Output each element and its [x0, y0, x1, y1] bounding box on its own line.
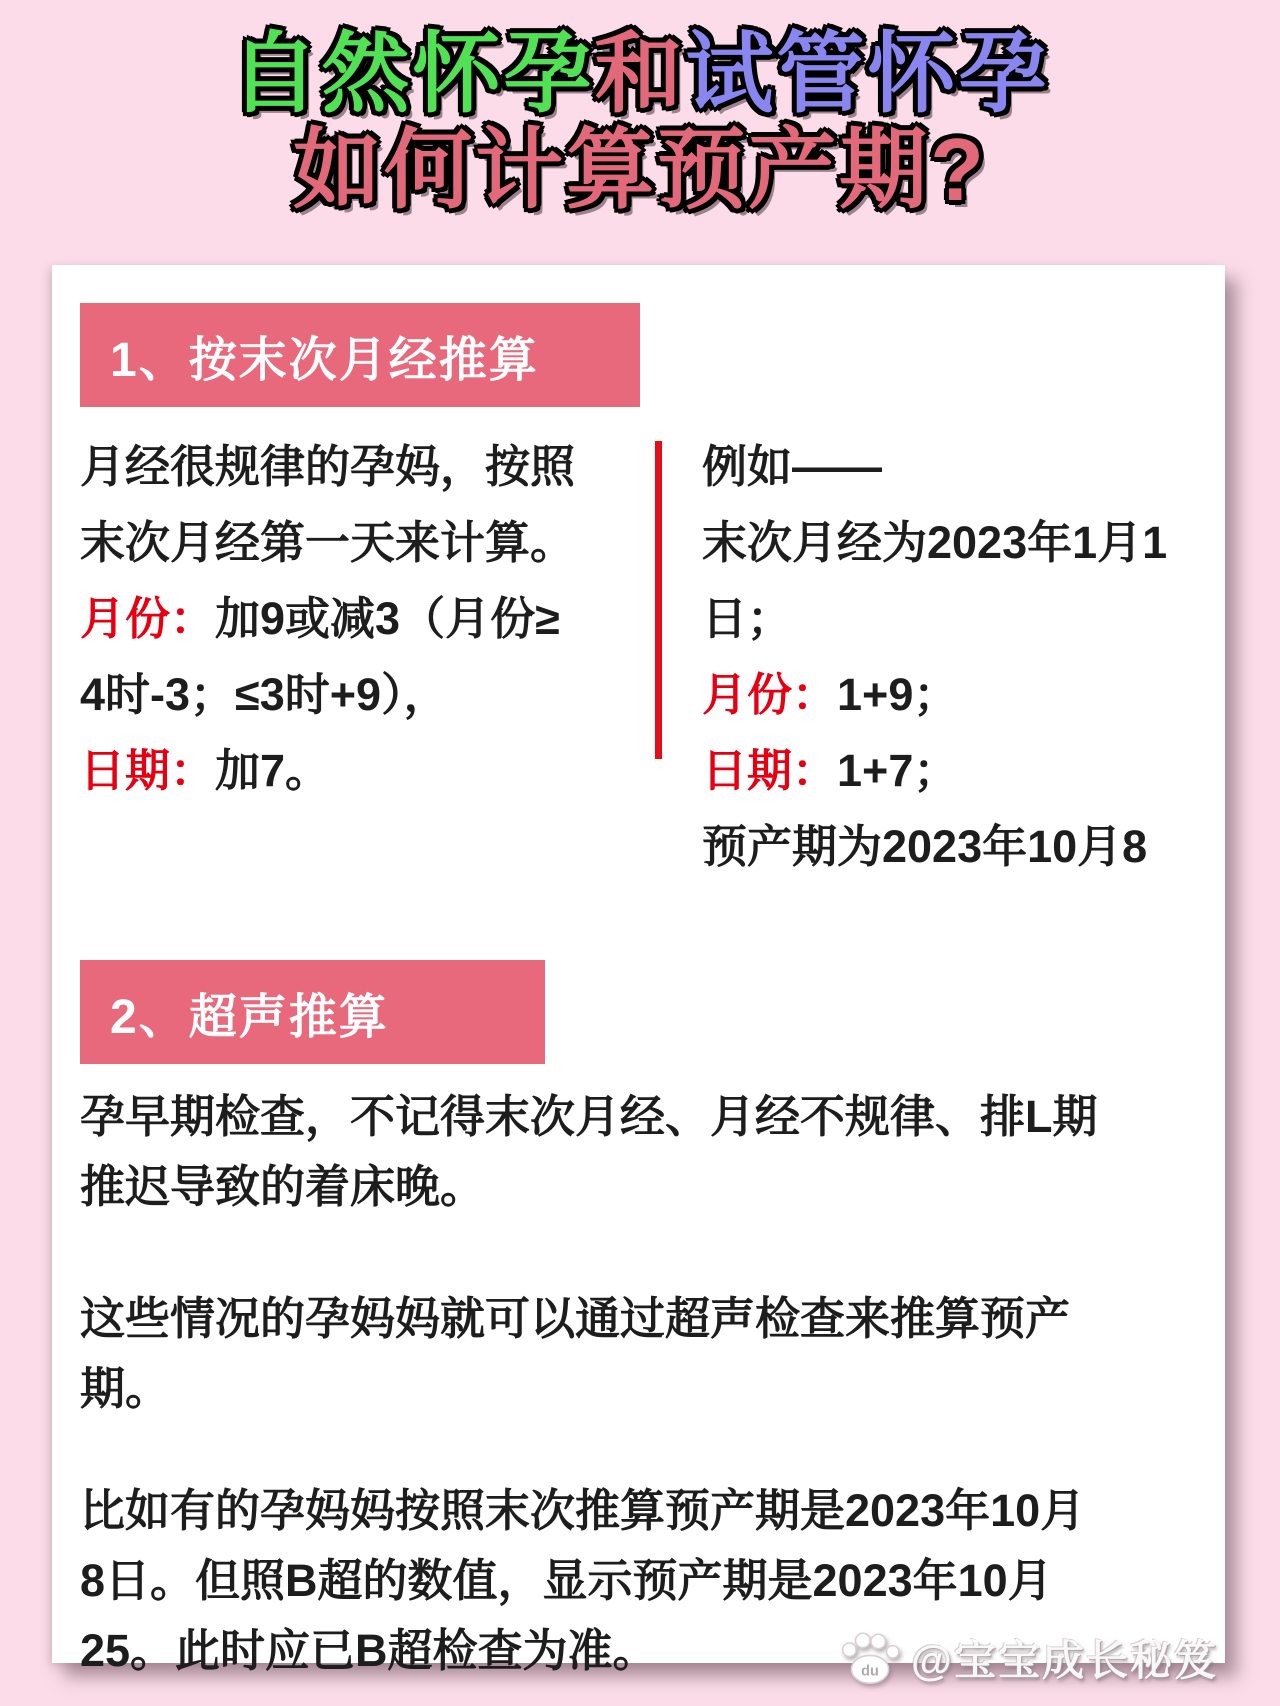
method-day-line	[80, 733, 600, 809]
example-lmp-line-2: 日；	[702, 593, 793, 644]
day-rule-text: 加7。	[215, 745, 331, 796]
ultrasound-paragraph-1	[80, 1082, 1200, 1222]
paragraph-line: 25。此时应已B超检查为准。	[80, 1625, 658, 1676]
paw-icon-label: du	[861, 1663, 879, 1680]
month-rule-text: 加9或减3（月份≥	[215, 593, 560, 644]
paragraph-line: 比如有的孕妈妈按照末次推算预产期是2023年10月	[80, 1485, 1086, 1536]
ultrasound-paragraph-2	[80, 1284, 1200, 1424]
title-segment-how-to-calculate: 如何计算预产期?	[293, 120, 987, 219]
title-segment-and: 和	[594, 24, 686, 123]
title-segment-natural-pregnancy: 自然怀孕	[230, 24, 595, 123]
month-label: 月份：	[702, 669, 838, 720]
title-line-1	[0, 26, 1280, 122]
example-result-line: 预产期为2023年10月8	[702, 821, 1148, 872]
example-lmp-line: 末次月经为2023年1月1	[702, 517, 1168, 568]
example-month-line	[702, 657, 1225, 733]
day-label: 日期：	[702, 745, 838, 796]
title-segment-ivf-pregnancy: 试管怀孕	[685, 24, 1050, 123]
method-line: 末次月经第一天来计算。	[80, 517, 576, 568]
section-1-columns	[80, 429, 1225, 885]
paragraph-line: 推迟导致的着床晚。	[80, 1161, 486, 1212]
lmp-example-column	[702, 429, 1225, 885]
lmp-method-column	[80, 429, 600, 885]
day-label: 日期：	[80, 745, 216, 796]
example-intro: 例如——	[702, 441, 883, 492]
method-month-line	[80, 581, 600, 657]
page-title	[0, 0, 1280, 218]
paragraph-line: 8日。但照B超的数值，显示预产期是2023年10月	[80, 1555, 1053, 1606]
paragraph-line: 这些情况的孕妈妈就可以通过超声检查来推算预产	[80, 1293, 1071, 1344]
title-line-2	[0, 122, 1280, 218]
section-ultrasound	[52, 960, 1225, 1686]
method-month-line-2: 4时-3；≤3时+9），	[80, 669, 449, 720]
month-label: 月份：	[80, 593, 216, 644]
example-day-line	[702, 733, 1225, 809]
section-last-menstrual-period	[52, 303, 1225, 885]
section-1-heading: 1、按末次月经推算	[80, 303, 640, 407]
paragraph-line: 期。	[80, 1363, 171, 1414]
section-2-heading: 2、超声推算	[80, 960, 545, 1064]
paragraph-line: 孕早期检查，不记得末次月经、月经不规律、排L期	[80, 1091, 1098, 1142]
baidu-paw-icon	[839, 1630, 903, 1686]
method-line: 月经很规律的孕妈，按照	[80, 441, 576, 492]
watermark	[839, 1628, 1218, 1688]
day-value: 1+7；	[837, 745, 959, 796]
watermark-handle: @宝宝成长秘笈	[911, 1637, 1218, 1684]
month-value: 1+9；	[837, 669, 959, 720]
red-divider	[655, 441, 662, 759]
